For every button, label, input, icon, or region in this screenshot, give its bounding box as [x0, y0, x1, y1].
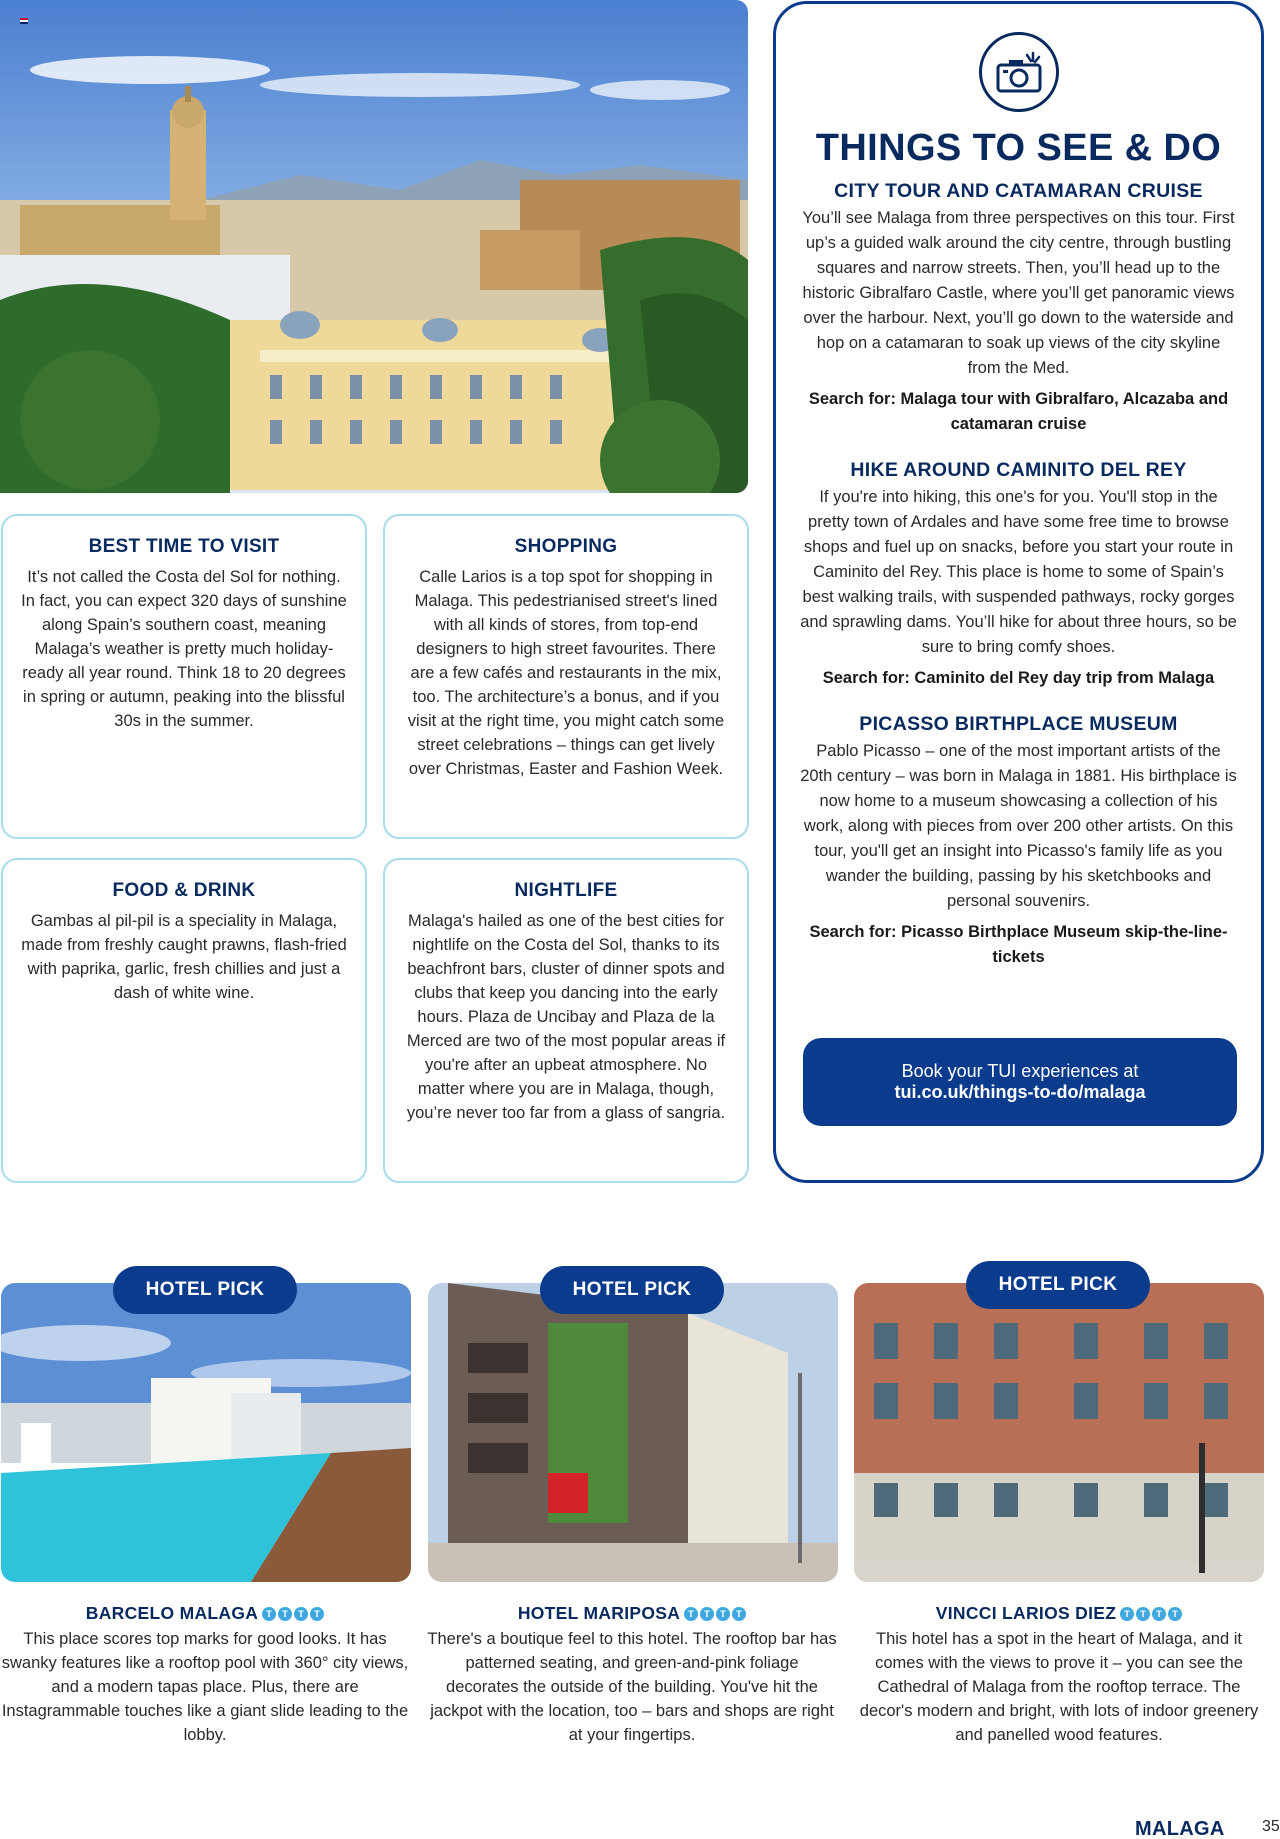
rating-icons [684, 1607, 746, 1621]
tui-rating-icon: T [732, 1607, 746, 1621]
food-drink-title: FOOD & DRINK [112, 880, 256, 901]
book-experiences-button[interactable] [803, 1038, 1237, 1126]
uk-flag-icon [20, 18, 28, 24]
shopping-title: SHOPPING [514, 536, 618, 557]
book-link[interactable]: tui.co.uk/things-to-do/malaga [894, 1082, 1146, 1102]
tui-rating-icon: T [700, 1607, 714, 1621]
hotel-pick-badge: HOTEL PICK [540, 1266, 724, 1314]
hotel-name-text: HOTEL MARIPOSA [517, 1603, 681, 1623]
hotel-pick-badge: HOTEL PICK [966, 1261, 1150, 1309]
best-time-body: It’s not called the Costa del Sol for nothing. In fact, you can expect 320 days of sunshine along Spain’s southern coast, meaning Malaga’s weather is pretty much holiday-ready all year round. Think 18 to 20 degrees in spring or autumn, peaking into the blissful 30s in the summer. [21, 568, 347, 730]
things-to-do-panel [773, 1, 1264, 1183]
panel-title: THINGS TO SEE & DO [815, 127, 1222, 169]
shopping-body: Calle Larios is a top spot for shopping in Malaga. This pedestrianised street's lined with all kinds of stores, from top-end designers to high street favourites. There are a few cafés and restaurants in the mix, too. The architecture’s a bonus, and if you visit at the right time, you might catch some street celebrations – things can get lively over Christmas, Easter and Fashion Week. [407, 568, 725, 778]
tui-rating-icon: T [1136, 1607, 1150, 1621]
best-time-card [1, 514, 367, 839]
footer-section-name: MALAGA [1135, 1818, 1225, 1839]
tui-rating-icon: T [684, 1607, 698, 1621]
tui-rating-icon: T [1152, 1607, 1166, 1621]
city-tour-search: Search for: Malaga tour with Gibralfaro, Alcazaba and catamaran cruise [808, 390, 1229, 433]
hotel-mariposa [427, 1603, 837, 1747]
tui-rating-icon: T [1168, 1607, 1182, 1621]
hotel-image-barcelo [1, 1283, 411, 1582]
picasso-body: Pablo Picasso – one of the most important artists of the 20th century – was born in Malaga in 1881. His birthplace is now home to a museum showcasing a collection of his work, along with pieces from over 200 other artists. On this tour, you'll get an insight into Picasso's family life as you wander the building, passing by his sketchbooks and personal souvenirs. [800, 742, 1237, 910]
city-tour-body: You’ll see Malaga from three perspectives on this tour. First up’s a guided walk around the city centre, through bustling squares and narrow streets. Then, you’ll head up to the historic Gibralfaro Castle, where you’ll get panoramic views over the harbour. Next, you’ll go down to the waterside and hop on a catamaran to soak up views of the city skyline from the Med. [802, 209, 1235, 377]
hotel-image-vincci [854, 1283, 1264, 1582]
food-drink-card [1, 858, 367, 1183]
caminito-heading: HIKE AROUND CAMINITO DEL REY [850, 459, 1187, 481]
nightlife-card [383, 858, 749, 1183]
camera-icon [979, 32, 1059, 112]
shopping-card [383, 514, 749, 839]
caminito-body: If you're into hiking, this one's for you. You'll stop in the pretty town of Ardales and have some free time to browse shops and fuel up on snacks, before you start your route in Caminito del Rey. This place is home to some of Spain’s best walking trails, with suspended pathways, rocky gorges and sprawling dams. You’ll hike for about three hours, so be sure to bring comfy shoes. [800, 488, 1237, 656]
rating-icons [262, 1607, 324, 1621]
hero-image [0, 0, 748, 493]
tui-rating-icon: T [262, 1607, 276, 1621]
tui-rating-icon: T [278, 1607, 292, 1621]
city-tour-heading: CITY TOUR AND CATAMARAN CRUISE [834, 180, 1203, 202]
hotel-description: This place scores top marks for good looks. It has swanky features like a rooftop pool with 360° city views, and a modern tapas place. Plus, there are Instagrammable touches like a giant slide leading to the lobby. [1, 1630, 409, 1744]
tui-rating-icon: T [716, 1607, 730, 1621]
nightlife-body: Malaga's hailed as one of the best cities for nightlife on the Costa del Sol, thanks to its beachfront bars, cluster of dinner spots and clubs that keep you dancing into the early hours. Plaza de Uncibay and Plaza de la Merced are two of the most popular areas if you're after an upbeat atmosphere. No matter where you are in Malaga, though, you’re never too far from a glass of sangria. [406, 912, 726, 1122]
book-line-1: Book your TUI experiences at [901, 1061, 1139, 1081]
city-tour-section [798, 180, 1239, 437]
best-time-title: BEST TIME TO VISIT [88, 536, 280, 557]
rating-icons [1120, 1607, 1182, 1621]
hotel-name [427, 1603, 837, 1624]
picasso-section [798, 713, 1239, 970]
hotel-name-text: BARCELO MALAGA [85, 1603, 259, 1623]
hotel-pick-badge: HOTEL PICK [113, 1266, 297, 1314]
hotel-name-text: VINCCI LARIOS DIEZ [935, 1603, 1117, 1623]
hotel-vincci [854, 1603, 1264, 1747]
hotel-name [854, 1603, 1264, 1624]
hotel-name [0, 1603, 410, 1624]
hotel-barcelo [0, 1603, 410, 1747]
picasso-heading: PICASSO BIRTHPLACE MUSEUM [859, 713, 1178, 735]
tui-rating-icon: T [294, 1607, 308, 1621]
tui-rating-icon: T [1120, 1607, 1134, 1621]
caminito-section [798, 459, 1239, 691]
page-number: 35 [1262, 1818, 1280, 1835]
hotel-description: There's a boutique feel to this hotel. The rooftop bar has patterned seating, and green-and-pink foliage decorates the outside of the building. You've hit the jackpot with the location, too – bars and shops are right at your fingertips. [427, 1630, 837, 1744]
food-drink-body: Gambas al pil-pil is a speciality in Malaga, made from freshly caught prawns, flash-fried with paprika, garlic, fresh chillies and just a dash of white wine. [21, 912, 347, 1002]
tui-rating-icon: T [310, 1607, 324, 1621]
hotel-description: This hotel has a spot in the heart of Malaga, and it comes with the views to prove it – you can see the Cathedral of Malaga from the rooftop terrace. The decor's modern and bright, with lots of indoor greenery and panelled wood features. [859, 1630, 1259, 1744]
picasso-search: Search for: Picasso Birthplace Museum skip-the-line-tickets [809, 923, 1228, 966]
caminito-search: Search for: Caminito del Rey day trip from Malaga [822, 669, 1215, 687]
nightlife-title: NIGHTLIFE [514, 880, 618, 901]
hotel-image-mariposa [428, 1283, 838, 1582]
